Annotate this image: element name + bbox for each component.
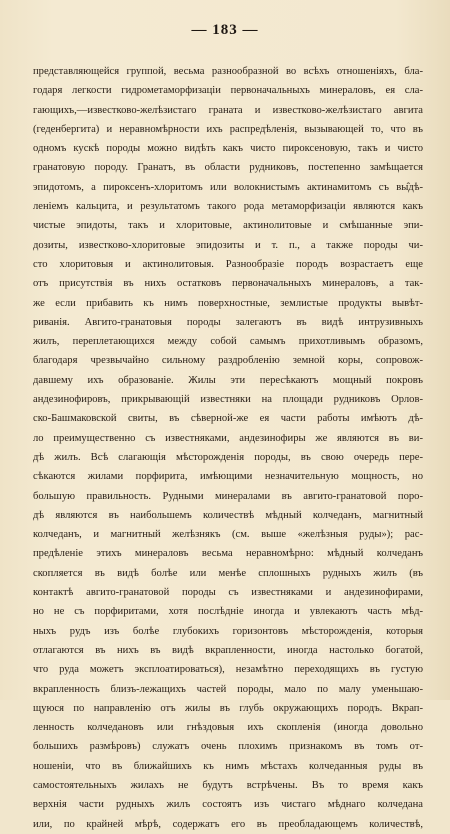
text-line: жилъ, переплетающихся между собой самымъ прихотливымъ образомъ, bbox=[33, 336, 423, 348]
text-line: отъ присутствія въ нихъ остатковъ первоначальныхъ минераловъ, а так- bbox=[33, 278, 423, 290]
text-line: большихъ размѣровъ) служатъ очень плохимъ признакомъ въ томъ от- bbox=[33, 741, 423, 753]
text-line: вкрапленность близъ-лежащихъ частей породы, мало по малу уменьшаю- bbox=[33, 683, 423, 695]
text-line: сто хлоритовыя и актинолитовыя. Разнообразіе породъ возрастаетъ еще bbox=[33, 258, 423, 270]
text-line: дозиты, известково-хлоритовые эпидозиты и т. п., а также породы чи- bbox=[33, 239, 423, 251]
text-line: леніемъ кальцита, и результатомъ такого рода метаморфизаціи являются какъ bbox=[33, 201, 423, 213]
text-line: ло преимущественно съ известняками, андезинофиры же являются въ ви- bbox=[33, 432, 423, 444]
text-line: гранатовую породу. Гранатъ, въ области рудниковъ, постепенно замѣщается bbox=[33, 162, 423, 174]
text-line: щуюся по направленію отъ жилы въ глубь окружающихъ породъ. Вкрап- bbox=[33, 702, 423, 714]
text-line: предѣленіе этихъ минераловъ весьма неравномѣрно: мѣдный колчеданъ bbox=[33, 548, 423, 560]
text-line: дѣ являются въ наибольшемъ количествѣ мѣдный колчеданъ, магнитный bbox=[33, 509, 423, 521]
text-line: сѣкаются жилами порфирита, имѣющими незначительную мощность, но bbox=[33, 471, 423, 483]
text-line: но не съ порфиритами, хотя послѣдніе иногда и увлекаютъ часть мѣд- bbox=[33, 606, 423, 618]
text-line: ныхъ рудъ изъ болѣе глубокихъ горизонтовъ мѣсторожденія, которыя bbox=[33, 625, 423, 637]
text-line: риванія. Авгито-гранатовыя породы залегаютъ въ видѣ интрузивныхъ bbox=[33, 316, 423, 328]
text-line: самостоятельныхъ жилахъ не будутъ встрѣчены. Въ то время какъ bbox=[33, 779, 423, 791]
text-line: представляющейся группой, весьма разнообразной во всѣхъ отношеніяхъ, бла- bbox=[33, 66, 423, 77]
text-line: ношеніи, что въ ближайшихъ къ нимъ мѣстахъ колчеданныя руды въ bbox=[33, 760, 423, 772]
page-number: — 183 — bbox=[191, 22, 259, 38]
text-line: контактѣ авгито-гранатовой породы съ известняками и андезинофирами, bbox=[33, 587, 423, 599]
text-line: благодаря чрезвычайно сильному раздробленію земной коры, сопровож- bbox=[33, 355, 423, 367]
text-line: или, по крайней мѣрѣ, содержатъ его въ преобладающемъ количествѣ, bbox=[33, 818, 423, 830]
text-line: большую правильность. Рудными минералами въ авгито-гранатовой поро- bbox=[33, 490, 423, 502]
text-line: чистые эпидоты, такъ и хлоритовые, актинолитовые и смѣшанные эпи- bbox=[33, 220, 423, 232]
text-line: одномъ кускѣ породы можно видѣть какъ чисто пироксеновую, такъ и чисто bbox=[33, 143, 423, 155]
text-line: ленность колчедановъ или гнѣздовыя ихъ скопленія (иногда довольно bbox=[33, 722, 423, 734]
text-line: годаря легкости гидрометаморфизаціи первоначальныхъ минераловъ, ея сла- bbox=[33, 85, 423, 97]
text-line: скопляется въ видѣ болѣе или менѣе сплошныхъ рудныхъ жилъ (въ bbox=[33, 567, 423, 579]
text-line: отлагаются въ нихъ въ видѣ вкрапленности, иногда настолько богатой, bbox=[33, 644, 423, 656]
text-line: (геденбергита) и неравномѣрности ихъ распредѣленія, вызывающей то, что въ bbox=[33, 123, 423, 135]
body-text bbox=[33, 62, 423, 834]
text-line: дѣ жилъ. Всѣ слагающія мѣсторожденія породы, въ свою очередь пере- bbox=[33, 451, 423, 463]
text-line: андезинофировъ, прикрывающій известняки на площади рудниковъ Орлов- bbox=[33, 394, 423, 406]
text-line: верхнія части рудныхъ жилъ состоятъ изъ чистаго мѣднаго колчедана bbox=[33, 799, 423, 811]
text-line: эпидотомъ, а пироксенъ-хлоритомъ или волокнистымъ актинамитомъ съ вы̂дѣ- bbox=[33, 181, 423, 193]
text-line: что руда можетъ эксплоатироваться), незамѣтно переходящихъ въ густую bbox=[33, 664, 423, 676]
text-line: колчеданъ, и магнитный желѣзнякъ (см. выше «желѣзныя руды»); рас- bbox=[33, 529, 423, 541]
text-line: же если прибавить къ нимъ поверхностные, землистые продукты вывѣт- bbox=[33, 297, 423, 309]
text-line: ско-Башмаковской свиты, въ сѣверной-же ея части работы имѣютъ дѣ- bbox=[33, 413, 423, 425]
text-line: гающихъ,—известково-желѣзистаго граната и известково-желѣзистаго авгита bbox=[33, 104, 423, 116]
text-line: давшему ихъ образованіе. Жилы эти пересѣкаютъ мощный покровъ bbox=[33, 374, 423, 386]
